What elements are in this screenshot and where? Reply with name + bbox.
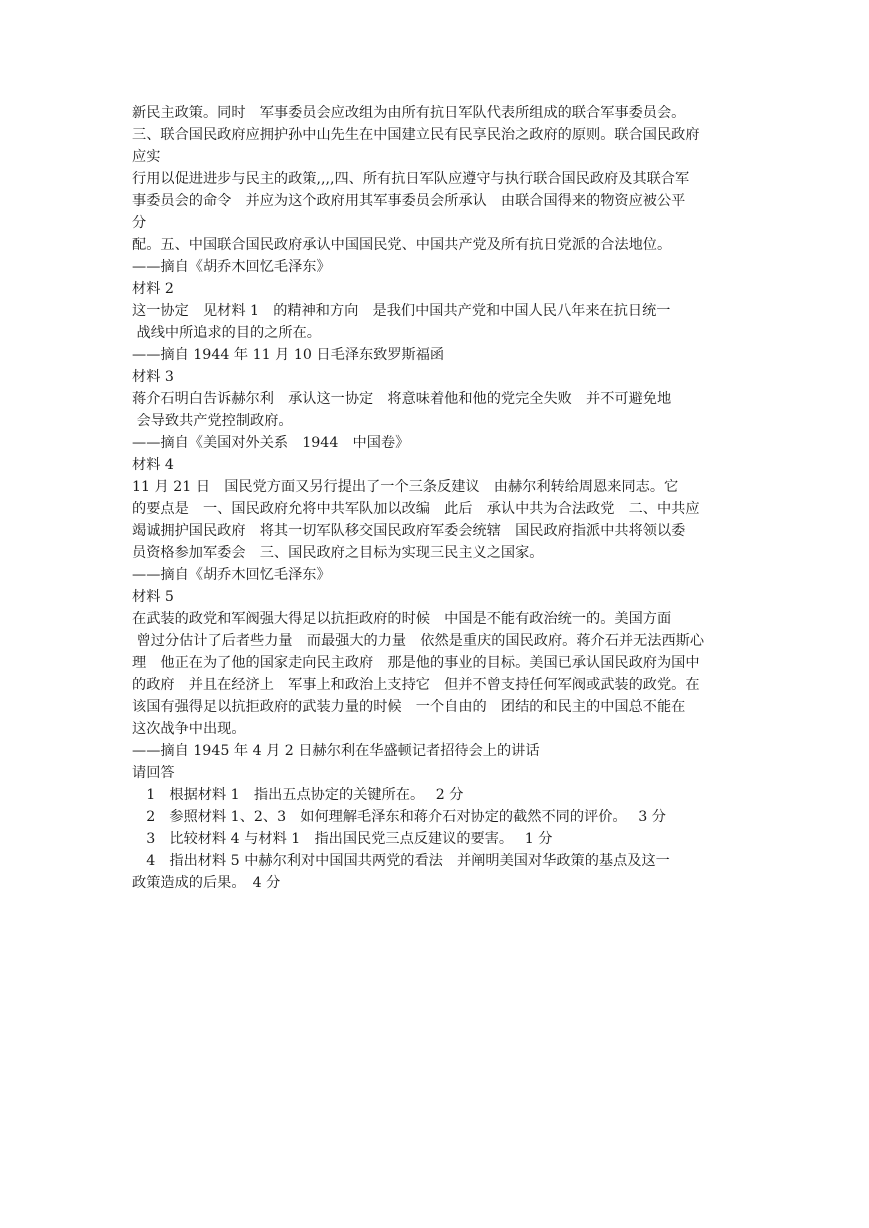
text-line: 三、联合国民政府应拥护孙中山先生在中国建立民有民享民治之政府的原则。联合国民政府 [132,127,700,143]
material-heading: 材料 4 [132,457,174,473]
text-line: 在武装的政党和军阀强大得足以抗拒政府的时候 中国是不能有政治统一的。美国方面 [132,611,672,627]
question-item: 3 比较材料 4 与材料 1 指出国民党三点反建议的要害。 1 分 [132,831,553,847]
text-line: 配。五、中国联合国民政府承认中国国民党、中国共产党及所有抗日党派的合法地位。 [132,237,672,253]
text-line: 11 月 21 日 国民党方面又另行提出了一个三条反建议 由赫尔利转给周恩来同志。它 [132,479,679,495]
document-page [132,102,742,894]
source-citation: ——摘自 1945 年 4 月 2 日赫尔利在华盛顿记者招待会上的讲话 [132,743,540,759]
text-line: 理 他正在为了他的国家走向民主政府 那是他的事业的目标。美国已承认国民政府为国中 [132,655,700,671]
question-item: 1 根据材料 1 指出五点协定的关键所在。 2 分 [132,787,464,803]
text-line: 会导致共产党控制政府。 [132,413,293,429]
question-item: 政策造成的后果。 4 分 [132,875,281,891]
material-heading: 材料 3 [132,369,174,385]
text-line: 该国有强得足以抗拒政府的武装力量的时候 一个自由的 团结的和民主的中国总不能在 [132,699,686,715]
text-line: 应实 [132,149,161,165]
text-line: 分 [132,215,147,231]
text-line: 新民主政策。同时 军事委员会应改组为由所有抗日军队代表所组成的联合军事委员会。 [132,105,686,121]
text-line: 员资格参加军委会 三、国民政府之目标为实现三民主义之国家。 [132,545,544,561]
source-citation: ——摘自《美国对外关系 1944 中国卷》 [132,435,410,451]
text-line: 这次战争中出现。 [132,721,246,737]
source-citation: ——摘自《胡乔木回忆毛泽东》 [132,259,331,275]
text-line: 竭诚拥护国民政府 将其一切军队移交国民政府军委会统辖 国民政府指派中共将领以委 [132,523,686,539]
text-line: 曾过分估计了后者些力量 而最强大的力量 依然是重庆的国民政府。蒋介石并无法西斯心 [132,633,705,649]
text-line: 这一协定 见材料 1 的精神和方向 是我们中国共产党和中国人民八年来在抗日统一 [132,303,671,319]
question-item: 2 参照材料 1、2、3 如何理解毛泽东和蒋介石对协定的截然不同的评价。 3 分 [132,809,666,825]
text-line: 战线中所追求的目的之所在。 [132,325,321,341]
source-citation: ——摘自《胡乔木回忆毛泽东》 [132,567,331,583]
questions-heading: 请回答 [132,765,175,781]
text-line: 的政府 并且在经济上 军事上和政治上支持它 但并不曾支持任何军阀或武装的政党。在 [132,677,700,693]
source-citation: ——摘自 1944 年 11 月 10 日毛泽东致罗斯福函 [132,347,445,363]
text-line: 事委员会的命令 并应为这个政府用其军事委员会所承认 由联合国得来的物资应被公平 [132,193,686,209]
material-heading: 材料 2 [132,281,174,297]
material-heading: 材料 5 [132,589,174,605]
text-line: 蒋介石明白告诉赫尔利 承认这一协定 将意味着他和他的党完全失败 并不可避免地 [132,391,672,407]
text-line: 行用以促进进步与民主的政策,,,,四、所有抗日军队应遵守与执行联合国民政府及其联合军 [132,171,690,187]
text-line: 的要点是 一、国民政府允将中共军队加以改编 此后 承认中共为合法政党 二、中共应 [132,501,700,517]
question-item: 4 指出材料 5 中赫尔利对中国国共两党的看法 并阐明美国对华政策的基点及这一 [132,853,670,869]
